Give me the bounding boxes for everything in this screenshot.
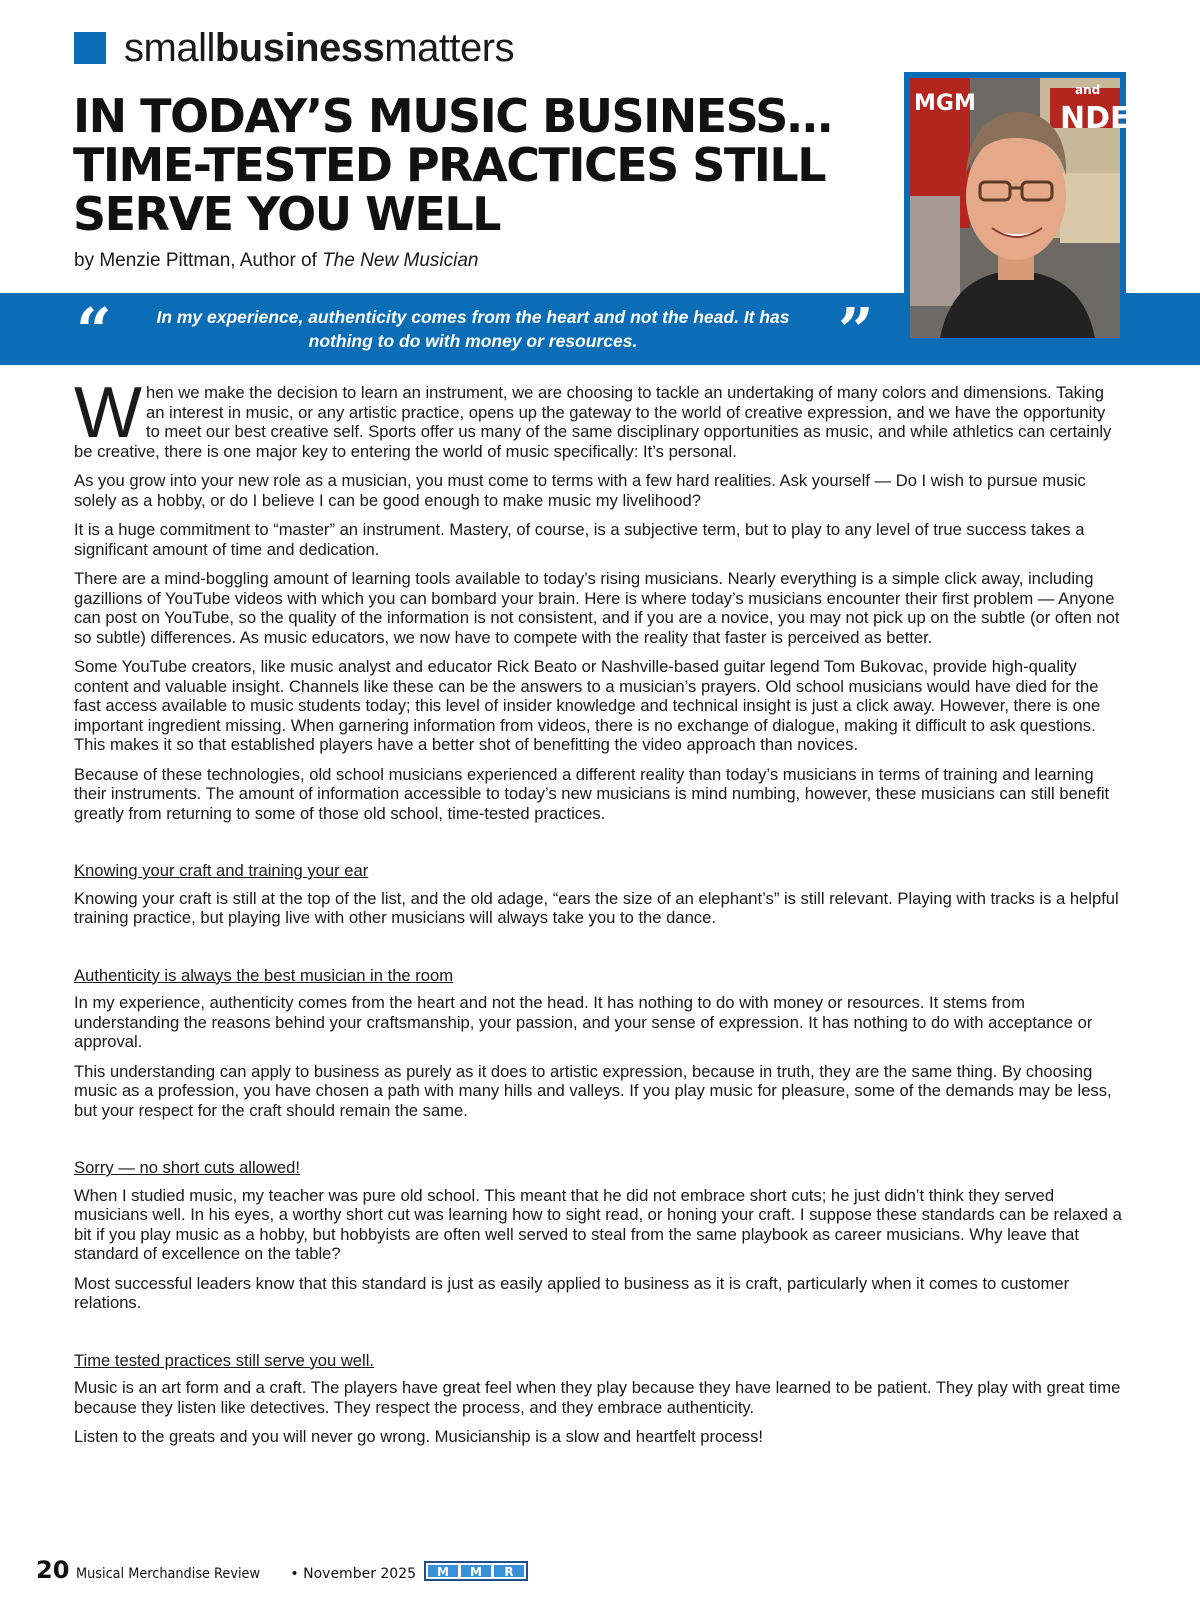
paragraph-10: When I studied music, my teacher was pure old school. This meant that he did not embrace short cuts; he just didn’t think they served musicians well. In his eyes, a worthy short cut was learning how to sight read, or honing your craft. I suppose these standards can be relaxed a bit if you play music as a hobby, but hobbyists are often well served to steal from the same playbook as career musicians. Why leave that standard of excellence on the table? [74,1185,1122,1263]
paragraph-8: In my experience, authenticity comes from the heart and not the head. It has nothing to do with money or resources. It stems from understanding the reasons behind your craftsmanship, your passion, and your sense of expression. It has nothing to do with acceptance or approval. [74,993,1093,1051]
paragraph-3: It is a huge commitment to “master” an instrument. Mastery, of course, is a subjective term, but to play to any level of true success takes a significant amount of time and dedication. [74,520,1085,559]
section-header [74,28,514,68]
logo-letter-1: M [437,1565,450,1579]
article-body [74,373,1122,1457]
subheading-authenticity: Authenticity is always the best musician in the room [74,965,454,985]
section-title-bold: business [214,26,385,70]
paragraph-1: When we make the decision to learn an instrument, we are choosing to tackle an undertaking of many colors and dimensions. Taking an interest in music, or any artistic practice, opens up the gateway to the world of creative expression, and we have the opportunity to meet our best creative self. Sports offer us many of the same disciplinary opportunities as music, and while athletics can certainly be creative, there is one major key to entering the world of music specifically: It’s personal. [74,373,1112,461]
byline-book-title: The New Musician [322,250,479,271]
headline [73,89,893,241]
headline-line-2: TIME-TESTED PRACTICES STILL [73,138,826,192]
paragraph-7: Knowing your craft is still at the top of the list, and the old adage, “ears the size of an elephant’s” is still relevant. Playing with tracks is a helpful training practice, but playing live with other musicians will always take you to the dance. [74,888,1119,927]
byline [74,250,478,272]
author-photo-frame [904,72,1154,344]
subheading-craft: Knowing your craft and training your ear [74,861,369,880]
mmr-logo-icon [424,1561,528,1581]
logo-letter-2: M [470,1565,483,1579]
paragraph-6: Because of these technologies, old school musicians experienced a different reality than today’s musicians in terms of training and learning their instruments. The amount of information accessible to today’s new musicians is mind numbing, however, these musicians can still benefit greatly from returning to some of those old school, time-tested practices. [74,764,1110,823]
headline-line-3: SERVE YOU WELL [73,187,500,241]
issue-date: • November 2025 [290,1566,417,1582]
poster-text-mgm: MGM [914,91,976,116]
byline-prefix: by Menzie Pittman, Author of [74,250,323,271]
paragraph-12: Music is an art form and a craft. The players have great feel when they play because they have learned to be patient. They play with great time because they listen like detectives. They respect the process, and they embrace authenticity. [74,1378,1121,1417]
logo-letter-3: R [504,1565,514,1579]
author-photo [910,78,1154,338]
paragraph-9: This understanding can apply to business as purely as it does to artistic expression, because in truth, they are the same thing. By choosing music as a profession, you have chosen a path with many hills and valleys. If you play music for pleasure, some of the demands may be less, but your respect for the craft should remain the same. [74,1061,1112,1120]
close-quote-icon: ” [838,294,874,367]
paragraph-5: Some YouTube creators, like music analyst and educator Rick Beato or Nashville-based guitar legend Tom Bukovac, provide high-quality content and valuable insight. Channels like these can be the answers to a musician’s prayers. Old school musicians would have died for the fast access available to music students today; this level of insider knowledge and technical insight is just a click away. However, there is one important ingredient missing. When garnering information from videos, there is no exchange of dialogue, making it difficult to ask questions. This makes it so that established players have a better shot of benefitting the video approach than novices. [74,657,1101,754]
headline-line-1: IN TODAY’S MUSIC BUSINESS… [73,89,832,143]
paragraph-11: Most successful leaders know that this standard is just as easily applied to business as it is craft, particularly when it comes to customer relations. [74,1273,1070,1312]
page-footer [36,1556,528,1586]
subheading-no-short-cuts: Sorry — no short cuts allowed! [74,1158,300,1177]
pull-quote: In my experience, authenticity comes from the heart and not the head. It has nothing to do with money or resources. [156,307,790,351]
section-square-icon [74,32,106,64]
section-title-suffix: matters [384,26,515,70]
poster-text-nder: NDER [1060,101,1154,136]
publication-name: Musical Merchandise Review [76,1566,261,1582]
page-number: 20 [36,1556,70,1584]
section-title-prefix: small [124,26,215,70]
paragraph-4: There are a mind-boggling amount of learning tools available to today’s rising musicians. Nearly everything is a simple click away, including gazillions of YouTube videos with which you can bombard your brain. Here is where today’s musicians encounter their first problem — Anyone can post on YouTube, so the quality of the information is not consistent, and if you are a novice, you may not pick up on the subtle (or often not so subtle) differences. As music educators, we now have to compete with the reality that faster is perceived as better. [74,569,1120,647]
paragraph-13: Listen to the greats and you will never go wrong. Musicianship is a slow and heartfelt process! [74,1427,764,1446]
subheading-time-tested: Time tested practices still serve you well. [74,1350,375,1370]
open-quote-icon: “ [76,294,112,367]
poster-text-and: and [1075,83,1101,97]
section-title [124,28,514,68]
paragraph-2: As you grow into your new role as a musician, you must come to terms with a few hard realities. Ask yourself — Do I wish to pursue music solely as a hobby, or do I believe I can be good enough to make music my livelihood? [74,471,1086,510]
